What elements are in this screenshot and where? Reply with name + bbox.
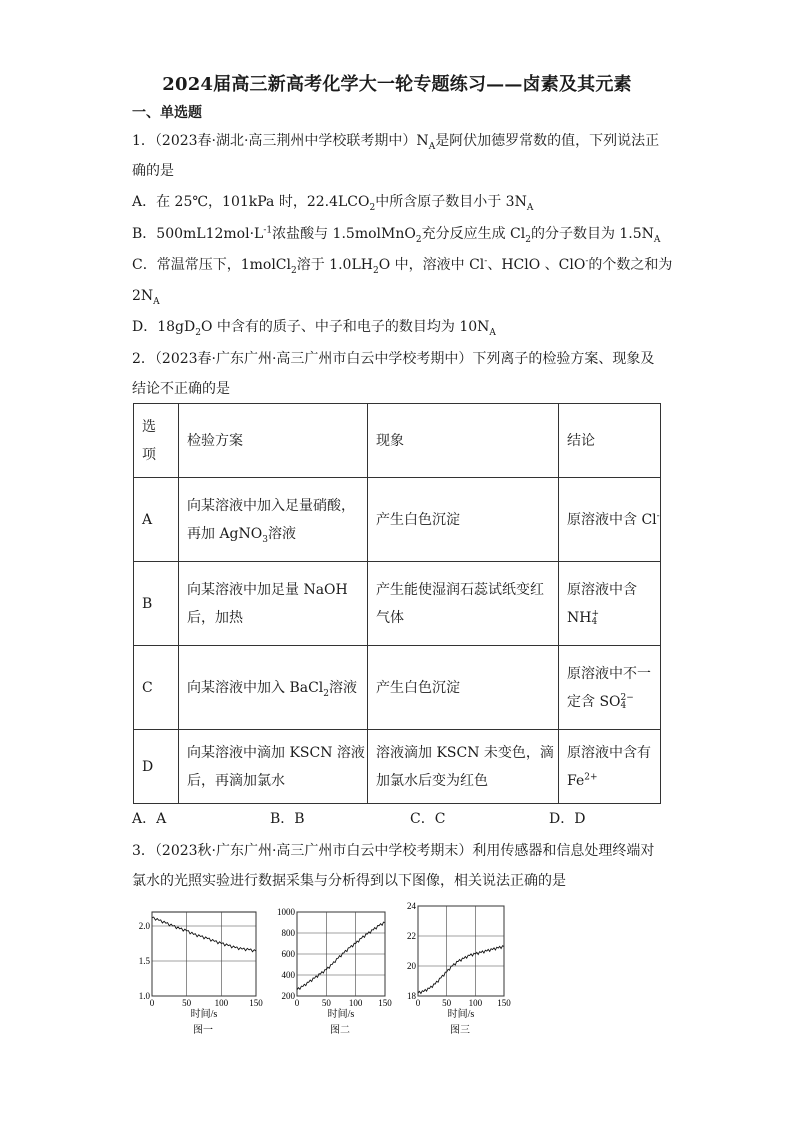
table-row — [134, 562, 661, 646]
header-conclusion: 结论 — [559, 404, 661, 478]
row-phenomenon: 产生能使湿润石蕊试纸变红 气体 — [368, 562, 559, 646]
document-title: 2024届高三新高考化学大一轮专题练习——卤素及其元素 — [162, 74, 632, 95]
section-heading: 一、单选题 — [132, 105, 202, 121]
q1-option-a: A．在 25℃，101kPa 时，$22.4LCO_2$中所含原子数目小于 $3N_A$ — [132, 194, 534, 213]
row-scheme: 向某溶液中滴加 KSCN 溶液 后，再滴加氯水 — [179, 730, 368, 804]
row-option: A — [134, 478, 179, 562]
q1-option-b: B．$500mL12mol\cdot L^{-1}$浓盐酸与 1.5molMnO$_2$充分反应生成 $Cl_2$的分子数目为 $1.5N_A$ — [132, 225, 661, 245]
x-tick-label: 100 — [214, 998, 229, 1008]
row-conclusion: 原溶液中不一 定含 SO 2− 4 — [559, 646, 661, 730]
row-phenomenon: 产生白色沉淀 — [368, 646, 559, 730]
x-tick-label: 50 — [182, 998, 192, 1008]
row-option: D — [134, 730, 179, 804]
plot-frame — [152, 912, 256, 996]
q1-option-d: D．$18gD_2O$ 中含有的质子、中子和电子的数目均为 $10N_A$ — [132, 319, 496, 338]
y-tick-label: 1.0 — [138, 991, 150, 1001]
y-tick-label: 20 — [407, 961, 416, 971]
x-axis-label: 时间/s — [447, 1009, 475, 1020]
q2-stem-line2: 结论不正确的是 — [132, 381, 230, 397]
x-axis-label: 时间/s — [327, 1009, 355, 1020]
row-option: B — [134, 562, 179, 646]
x-tick-label: 150 — [497, 998, 511, 1008]
x-tick-label: 0 — [294, 998, 300, 1008]
x-tick-label: 100 — [348, 998, 363, 1008]
row-option: C — [134, 646, 179, 730]
q1-stem-line1: 1．（2023春·湖北·高三荆州中学校联考期中）$N_A$是阿伏加德罗常数的值，下列说法正 — [132, 133, 660, 152]
table-header-row — [134, 404, 661, 478]
row-phenomenon: 溶液滴加 KSCN 未变色，滴 加氯水后变为红色 — [368, 730, 559, 804]
row-conclusion: 原溶液中含 NH + 4 — [559, 562, 661, 646]
row-scheme: 向某溶液中加入 BaCl$_2$溶液 — [179, 646, 368, 730]
y-tick-label: 400 — [281, 970, 295, 980]
q1-stem-line2: 确的是 — [132, 163, 174, 179]
table-row — [134, 478, 661, 562]
y-tick-label: 22 — [407, 931, 416, 941]
row-conclusion: 原溶液中含 Cl- — [559, 478, 661, 562]
table-row — [134, 730, 661, 804]
y-tick-label: 200 — [281, 991, 295, 1001]
x-axis-label: 时间/s — [190, 1009, 218, 1020]
q2-answer-c: C．C — [410, 811, 446, 827]
header-option: 选 项 — [134, 404, 179, 478]
row-scheme: 向某溶液中加足量 NaOH 后，加热 — [179, 562, 368, 646]
y-tick-label: 1.5 — [138, 956, 150, 966]
y-tick-label: 1000 — [277, 907, 295, 917]
y-tick-label: 24 — [407, 901, 416, 911]
x-tick-label: 50 — [321, 998, 331, 1008]
row-phenomenon: 产生白色沉淀 — [368, 478, 559, 562]
y-tick-label: 18 — [407, 991, 416, 1001]
y-tick-label: 800 — [281, 928, 295, 938]
q2-answer-b: B．B — [270, 811, 305, 827]
chart-title: 图一 — [193, 1025, 213, 1036]
q2-answer-d: D．D — [549, 811, 586, 827]
x-tick-label: 150 — [378, 998, 392, 1008]
series-line — [418, 946, 504, 994]
chart-title: 图三 — [450, 1025, 470, 1036]
series-line — [152, 917, 256, 952]
x-tick-label: 100 — [468, 998, 483, 1008]
q2-table — [133, 403, 661, 804]
row-conclusion: 原溶液中含有 $Fe^{2+}$ — [559, 730, 661, 804]
q2-answer-a: A．A — [132, 811, 167, 827]
table-row — [134, 646, 661, 730]
q3-stem-line2: 氯水的光照实验进行数据采集与分析得到以下图像，相关说法正确的是 — [132, 873, 566, 889]
q1-option-c: C．常温常压下，1molCl$_2$溶于 $1.0LH_2O$ 中，溶液中 Cl-、HClO 、ClO-的个数之和为 — [132, 256, 673, 276]
q1-option-c-line2: $2N_A$ — [132, 288, 160, 307]
plot-frame — [418, 906, 504, 996]
x-tick-label: 50 — [442, 998, 452, 1008]
y-tick-label: 2.0 — [138, 921, 150, 931]
y-tick-label: 600 — [281, 949, 295, 959]
header-phenomenon: 现象 — [368, 404, 559, 478]
chart-title: 图二 — [330, 1025, 350, 1036]
x-tick-label: 0 — [149, 998, 155, 1008]
header-scheme: 检验方案 — [179, 404, 368, 478]
q2-stem-line1: 2．（2023春·广东广州·高三广州市白云中学校考期中）下列离子的检验方案、现象及 — [132, 351, 655, 367]
q3-charts — [0, 896, 794, 1056]
series-line — [297, 922, 385, 990]
x-tick-label: 0 — [415, 998, 421, 1008]
x-tick-label: 150 — [249, 998, 263, 1008]
q3-stem-line1: 3．（2023秋·广东广州·高三广州市白云中学校考期末）利用传感器和信息处理终端对 — [132, 843, 655, 859]
row-scheme: 向某溶液中加入足量硝酸， 再加 AgNO$_3$溶液 — [179, 478, 368, 562]
